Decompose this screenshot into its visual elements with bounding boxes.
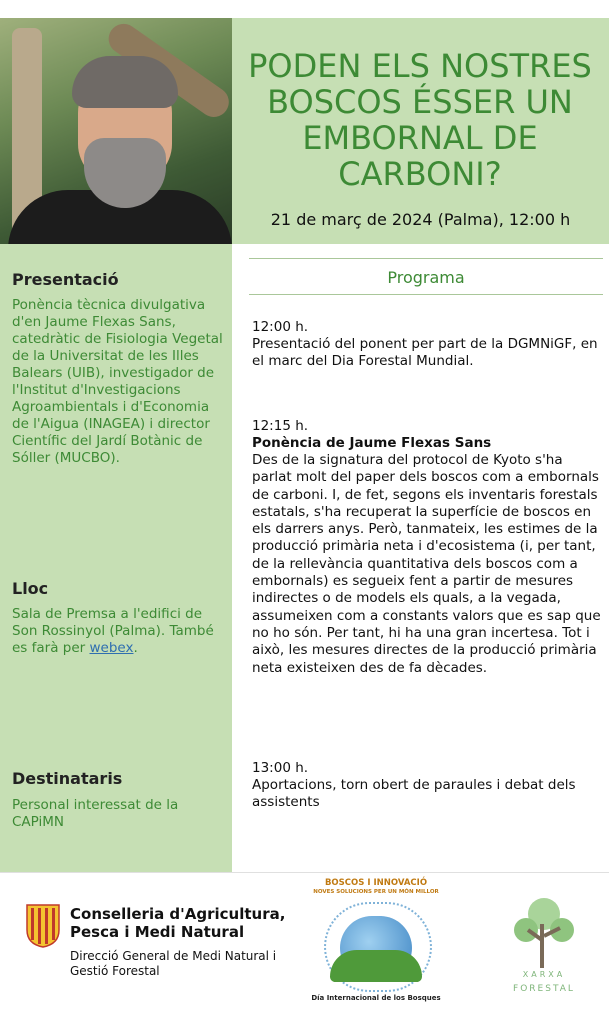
item-time-1: 12:00 h. — [252, 319, 309, 335]
poster-bottom-text: Día Internacional de los Bosques — [311, 994, 441, 1002]
item-text-3: Aportacions, torn obert de paraules i debat dels assistents — [252, 777, 576, 811]
item-text-1: Presentació del ponent per part de la DGMNiGF, en el marc del Dia Forestal Mundial. — [252, 336, 598, 370]
xarxa-text: XARXA — [522, 970, 566, 979]
footer-divider — [0, 872, 609, 873]
item-text-2: Des de la signatura del protocol de Kyoto s'ha parlat molt del paper dels boscos com a embornals de carboni. I, de fet, segons els inventaris forestals estatals, s'ha recuperat la superfície de boscos en els darrers anys. Però, tanmateix, les estimes de la producció primària neta i d'ecosistema (i, per tant, de la rellevància quantitativa dels boscos com a embornals) es segueix fent a partir de mesures indirectes o de models els quals, a la vegada, assumeixen com a constants valors que es sap que no ho són. Per tant, hi ha una gran incertesa. Tot i això, les mesures directes de la producció primària neta existeixen des de fa dècades. — [252, 452, 601, 676]
event-date: 21 de març de 2024 (Palma), 12:00 h — [270, 210, 571, 229]
top-bar — [0, 0, 609, 18]
speaker-photo — [0, 18, 232, 244]
forestal-text: FORESTAL — [513, 984, 575, 994]
destinataris-text: Personal interessat de la CAPiMN — [12, 797, 179, 830]
event-title: PODEN ELS NOSTRES BOSCOS ÉSSER UN EMBORNAL DE CARBONI? — [248, 47, 592, 193]
presentacio-text: Ponència tècnica divulgativa d'en Jaume Flexas Sans, catedràtic de Fisiologia Vegetal de la Universitat de les Illes Balears (UIB), investigador de l'Institut d'Investigacions Agroambientals i d'Economia de l'Aigua (INAGEA) i director Científic del Jardí Botànic de Sóller (MUCBO). — [12, 297, 223, 466]
org-subname: Direcció General de Medi Natural i Gestió Forestal — [70, 949, 277, 978]
lloc-heading: Lloc — [12, 579, 49, 598]
item-heading-2: Ponència de Jaume Flexas Sans — [252, 435, 492, 451]
divider-top — [249, 258, 603, 259]
lloc-text-suffix: . — [133, 640, 138, 656]
poster-title: BOSCOS I INNOVACIÓ — [324, 878, 428, 888]
balearic-shield-icon — [26, 904, 60, 948]
destinataris-heading: Destinataris — [12, 769, 123, 788]
item-time-3: 13:00 h. — [252, 760, 309, 776]
lloc-text — [12, 606, 227, 657]
forest-day-poster — [310, 878, 442, 1010]
poster-subtitle: NOVES SOLUCIONS PER UN MÓN MILLOR — [313, 889, 439, 895]
programa-title: Programa — [387, 268, 465, 287]
presentacio-heading: Presentació — [12, 270, 119, 289]
tree-icon — [504, 890, 584, 968]
divider-bottom — [249, 294, 603, 295]
lloc-text-body: Sala de Premsa a l'edifici de Son Rossinyol (Palma). També es farà per — [12, 606, 214, 656]
xarxa-forestal-logo — [504, 890, 584, 1000]
org-name: Conselleria d'Agricultura, Pesca i Medi Natural — [70, 905, 286, 941]
item-time-2: 12:15 h. — [252, 418, 309, 434]
webex-link[interactable]: webex — [89, 640, 134, 656]
